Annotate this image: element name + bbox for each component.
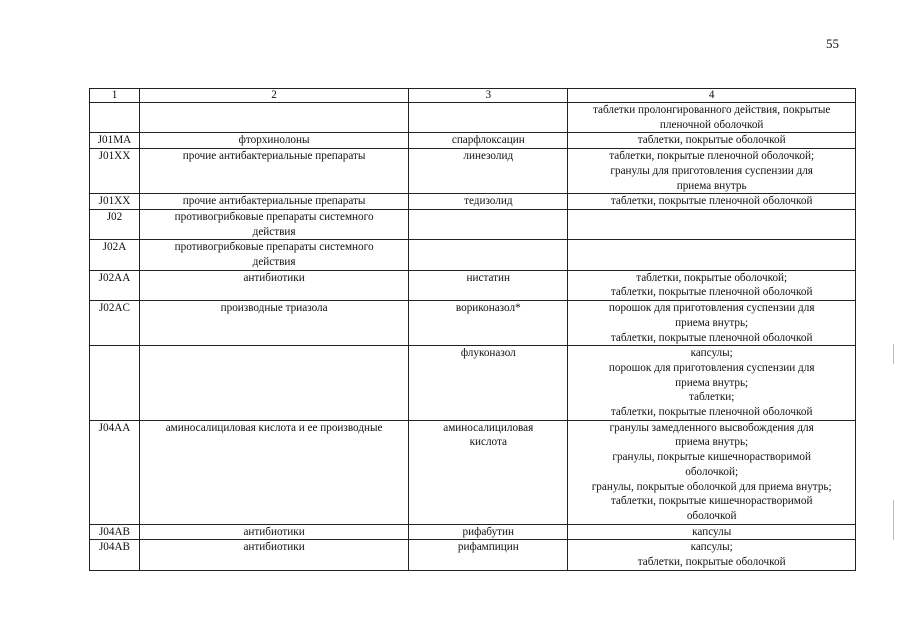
cell-line: приема внутрь; xyxy=(675,316,749,329)
cell-line: таблетки, покрытые пленочной оболочкой xyxy=(610,406,813,419)
page-number: 55 xyxy=(826,36,839,51)
cell-anatomical-group xyxy=(139,301,408,346)
cell-line: аминосалициловая кислота и ее производные xyxy=(165,421,383,434)
cell-atc-code: J01MA xyxy=(90,133,140,149)
cell-line: приема внутрь xyxy=(676,179,747,192)
column-header-1: 1 xyxy=(90,89,140,103)
cell-line: гранулы, покрытые оболочкой для приема внутрь; xyxy=(591,480,832,493)
cell-drug-name xyxy=(409,103,568,133)
cell-dosage-forms xyxy=(568,209,856,239)
cell-line: порошок для приготовления суспензии для xyxy=(608,302,815,315)
cell-line: таблетки пролонгированного действия, покрытые xyxy=(592,104,831,116)
cell-line: рифампицин xyxy=(457,541,519,554)
scan-artifact xyxy=(893,500,894,540)
cell-line: флуконазол xyxy=(460,347,516,360)
cell-line: приема внутрь; xyxy=(675,376,749,389)
cell-anatomical-group xyxy=(139,524,408,540)
cell-dosage-forms xyxy=(568,194,856,210)
cell-line: прочие антибактериальные препараты xyxy=(182,195,366,208)
cell-line: противогрибковые препараты системного xyxy=(174,210,374,223)
cell-anatomical-group xyxy=(139,133,408,149)
table-header-row xyxy=(90,89,856,103)
cell-dosage-forms xyxy=(568,103,856,133)
cell-line: вориконазол* xyxy=(455,302,521,315)
cell-dosage-forms xyxy=(568,133,856,149)
cell-atc-code xyxy=(90,103,140,133)
cell-anatomical-group xyxy=(139,240,408,270)
cell-anatomical-group xyxy=(139,103,408,133)
cell-atc-code: J04AB xyxy=(90,524,140,540)
cell-line: капсулы; xyxy=(690,541,733,554)
cell-drug-name xyxy=(409,194,568,210)
column-header-3: 3 xyxy=(409,89,568,103)
cell-line: таблетки, покрытые оболочкой xyxy=(637,134,786,147)
cell-line: таблетки, покрытые пленочной оболочкой xyxy=(610,331,813,344)
cell-atc-code: J02AC xyxy=(90,301,140,346)
cell-anatomical-group xyxy=(139,194,408,210)
cell-line: аминосалициловая xyxy=(443,421,534,434)
table-row xyxy=(90,149,856,194)
table-row xyxy=(90,301,856,346)
cell-line: оболочкой; xyxy=(685,465,739,478)
table-row xyxy=(90,420,856,524)
cell-line: линезолид xyxy=(463,150,514,163)
table-row xyxy=(90,240,856,270)
cell-line: порошок для приготовления суспензии для xyxy=(608,361,815,374)
cell-drug-name xyxy=(409,420,568,524)
cell-line: таблетки, покрытые пленочной оболочкой xyxy=(610,286,813,299)
cell-drug-name xyxy=(409,524,568,540)
cell-dosage-forms xyxy=(568,149,856,194)
cell-line: антибиотики xyxy=(243,525,305,538)
cell-dosage-forms xyxy=(568,540,856,570)
cell-anatomical-group xyxy=(139,209,408,239)
cell-line: производные триазола xyxy=(220,302,328,315)
cell-drug-name xyxy=(409,540,568,570)
cell-anatomical-group xyxy=(139,346,408,421)
cell-line: таблетки, покрытые оболочкой; xyxy=(636,271,788,284)
cell-anatomical-group xyxy=(139,420,408,524)
scan-artifact xyxy=(893,344,894,364)
cell-line: пленочной оболочкой xyxy=(659,118,764,131)
cell-atc-code: J04AA xyxy=(90,420,140,524)
cell-atc-code: J02AA xyxy=(90,270,140,300)
cell-anatomical-group xyxy=(139,270,408,300)
cell-line: действия xyxy=(252,225,296,238)
cell-line: рифабутин xyxy=(462,525,515,538)
cell-line: капсулы xyxy=(692,525,732,538)
cell-line: таблетки, покрытые оболочкой xyxy=(637,556,786,569)
table-row xyxy=(90,209,856,239)
table-row xyxy=(90,524,856,540)
cell-line: противогрибковые препараты системного xyxy=(174,241,374,254)
cell-drug-name xyxy=(409,346,568,421)
cell-atc-code: J01XX xyxy=(90,149,140,194)
cell-drug-name xyxy=(409,133,568,149)
cell-line: таблетки, покрытые пленочной оболочкой xyxy=(610,195,813,208)
cell-drug-name xyxy=(409,209,568,239)
drug-table xyxy=(89,88,856,571)
column-header-4: 4 xyxy=(568,89,856,103)
cell-drug-name xyxy=(409,240,568,270)
table-row xyxy=(90,194,856,210)
cell-line: нистатин xyxy=(466,271,511,284)
cell-line: приема внутрь; xyxy=(675,436,749,449)
column-header-2: 2 xyxy=(139,89,408,103)
cell-drug-name xyxy=(409,270,568,300)
cell-line: фторхинолоны xyxy=(238,134,310,147)
cell-line: капсулы; xyxy=(690,347,733,360)
cell-line: спарфлоксацин xyxy=(451,134,525,147)
cell-atc-code: J02 xyxy=(90,209,140,239)
cell-line: оболочкой xyxy=(686,509,737,522)
table-row xyxy=(90,270,856,300)
cell-line: гранулы для приготовления суспензии для xyxy=(610,164,813,177)
cell-line: тедизолид xyxy=(464,195,513,208)
cell-dosage-forms xyxy=(568,240,856,270)
cell-drug-name xyxy=(409,301,568,346)
cell-dosage-forms xyxy=(568,420,856,524)
cell-anatomical-group xyxy=(139,149,408,194)
table-row xyxy=(90,133,856,149)
cell-line: таблетки, покрытые кишечнорастворимой xyxy=(610,495,813,508)
cell-line: кислота xyxy=(469,436,507,449)
cell-line: таблетки; xyxy=(688,391,735,404)
cell-drug-name xyxy=(409,149,568,194)
table-row xyxy=(90,103,856,133)
cell-atc-code xyxy=(90,346,140,421)
cell-atc-code: J02A xyxy=(90,240,140,270)
cell-line: действия xyxy=(252,256,296,269)
cell-line: гранулы замедленного высвобождения для xyxy=(609,421,814,434)
cell-line: таблетки, покрытые пленочной оболочкой; xyxy=(609,150,815,163)
cell-dosage-forms xyxy=(568,301,856,346)
cell-anatomical-group xyxy=(139,540,408,570)
table-row xyxy=(90,540,856,570)
cell-line: антибиотики xyxy=(243,271,305,284)
cell-atc-code: J04AB xyxy=(90,540,140,570)
cell-line: антибиотики xyxy=(243,541,305,554)
cell-line: прочие антибактериальные препараты xyxy=(182,150,366,163)
cell-dosage-forms xyxy=(568,270,856,300)
cell-line: гранулы, покрытые кишечнорастворимой xyxy=(612,451,811,464)
cell-dosage-forms xyxy=(568,524,856,540)
cell-atc-code: J01XX xyxy=(90,194,140,210)
cell-dosage-forms xyxy=(568,346,856,421)
table-row xyxy=(90,346,856,421)
